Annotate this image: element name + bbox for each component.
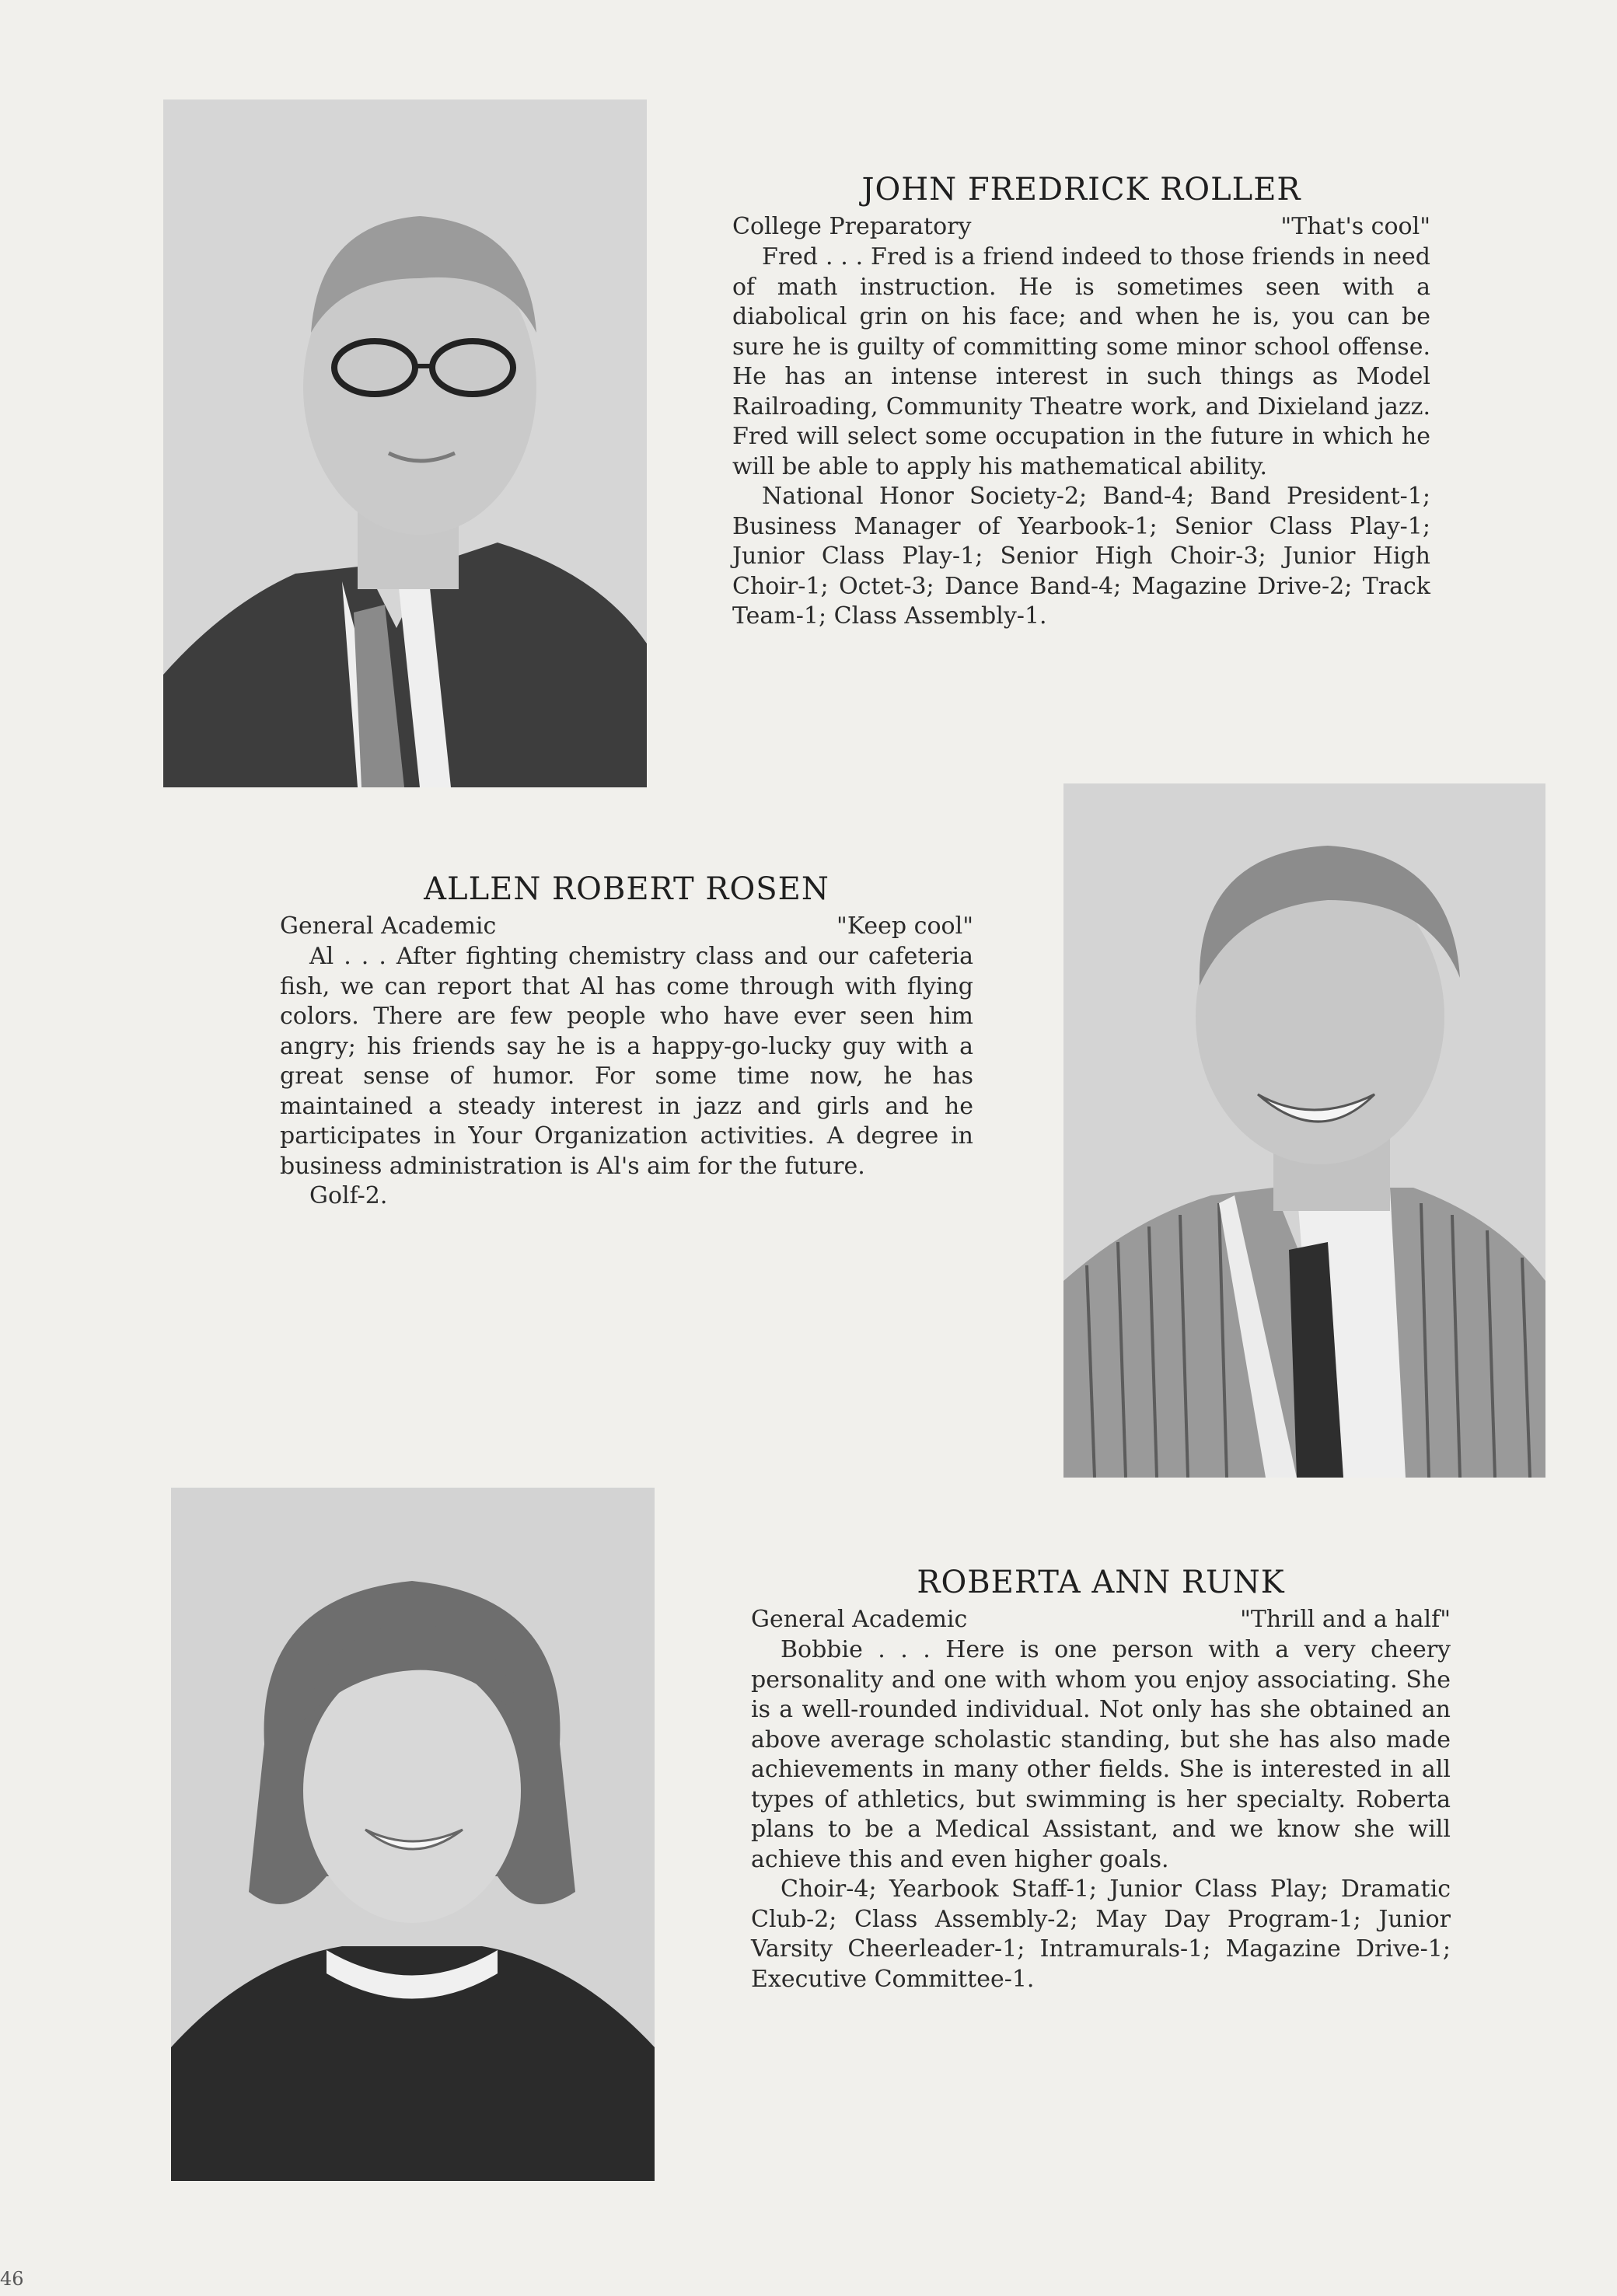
page-number: 46 — [0, 2268, 24, 2290]
student-name: JOHN FREDRICK ROLLER — [861, 172, 1301, 208]
course-motto-row — [732, 211, 1430, 243]
student-activities: Choir-4; Yearbook Staff-1; Junior Class Play; Dramatic Club-2; Class Assembly-2; May Day Program-1; Junior Varsity Cheerleader-1; Intramurals-1; Magazine Drive-1; Executive Committee-1. — [751, 1876, 1451, 1993]
student-name: ALLEN ROBERT ROSEN — [424, 871, 829, 907]
course-label: General Academic — [751, 1606, 968, 1633]
motto-quote: "Keep cool" — [836, 912, 973, 940]
course-motto-row — [280, 911, 973, 942]
course-label: College Preparatory — [732, 213, 972, 240]
course-motto-row — [751, 1604, 1451, 1635]
motto-quote: "That's cool" — [1280, 213, 1430, 240]
student-name: ROBERTA ANN RUNK — [917, 1565, 1285, 1600]
portrait-photo-john-roller — [163, 99, 647, 787]
student-entry-john-roller — [732, 169, 1430, 632]
motto-quote: "Thrill and a half" — [1240, 1606, 1451, 1633]
student-activities: National Honor Society-2; Band-4; Band President-1; Business Manager of Yearbook-1; Senior Class Play-1; Junior Class Play-1; Senior High Choir-3; Junior High Choir-1; Octet-3; Dance Band-4; Magazine Drive-2; Track Team-1; Class Assembly-1. — [732, 483, 1430, 630]
portrait-photo-roberta-runk — [171, 1488, 655, 2181]
student-description: Bobbie . . . Here is one person with a very cheery personality and one with whom you enjoy associating. She is a well-rounded individual. Not only has she obtained an above average scholastic standing, but she has also made achievements in many other fields. She is interested in all types of athletics, but swimming is her specialty. Roberta plans to be a Medical Assistant, and we know she will achieve this and even higher goals. — [751, 1636, 1451, 1873]
student-entry-allen-rosen — [280, 869, 973, 1212]
portrait-photo-allen-rosen — [1063, 783, 1545, 1478]
course-label: General Academic — [280, 912, 497, 940]
student-activities: Golf-2. — [309, 1182, 388, 1209]
student-description: Fred . . . Fred is a friend indeed to those friends in need of math instruction. He is sometimes seen with a diabolical grin on his face; and when he is, you can be sure he is guilty of committing some minor school offense. He has an intense interest in such things as Model Railroading, Community Theatre work, and Dixieland jazz. Fred will select some occupation in the future in which he will be able to apply his mathematical ability. — [732, 243, 1430, 480]
student-entry-roberta-runk — [751, 1562, 1451, 1994]
student-description: Al . . . After fighting chemistry class and our cafeteria fish, we can report that Al has come through with flying colors. There are few people who have ever seen him angry; his friends say he is a happy-go-lucky guy with a great sense of humor. For some time now, he has maintained a steady interest in jazz and girls and he participates in Your Organization activities. A degree in business administration is Al's aim for the future. — [280, 943, 973, 1180]
